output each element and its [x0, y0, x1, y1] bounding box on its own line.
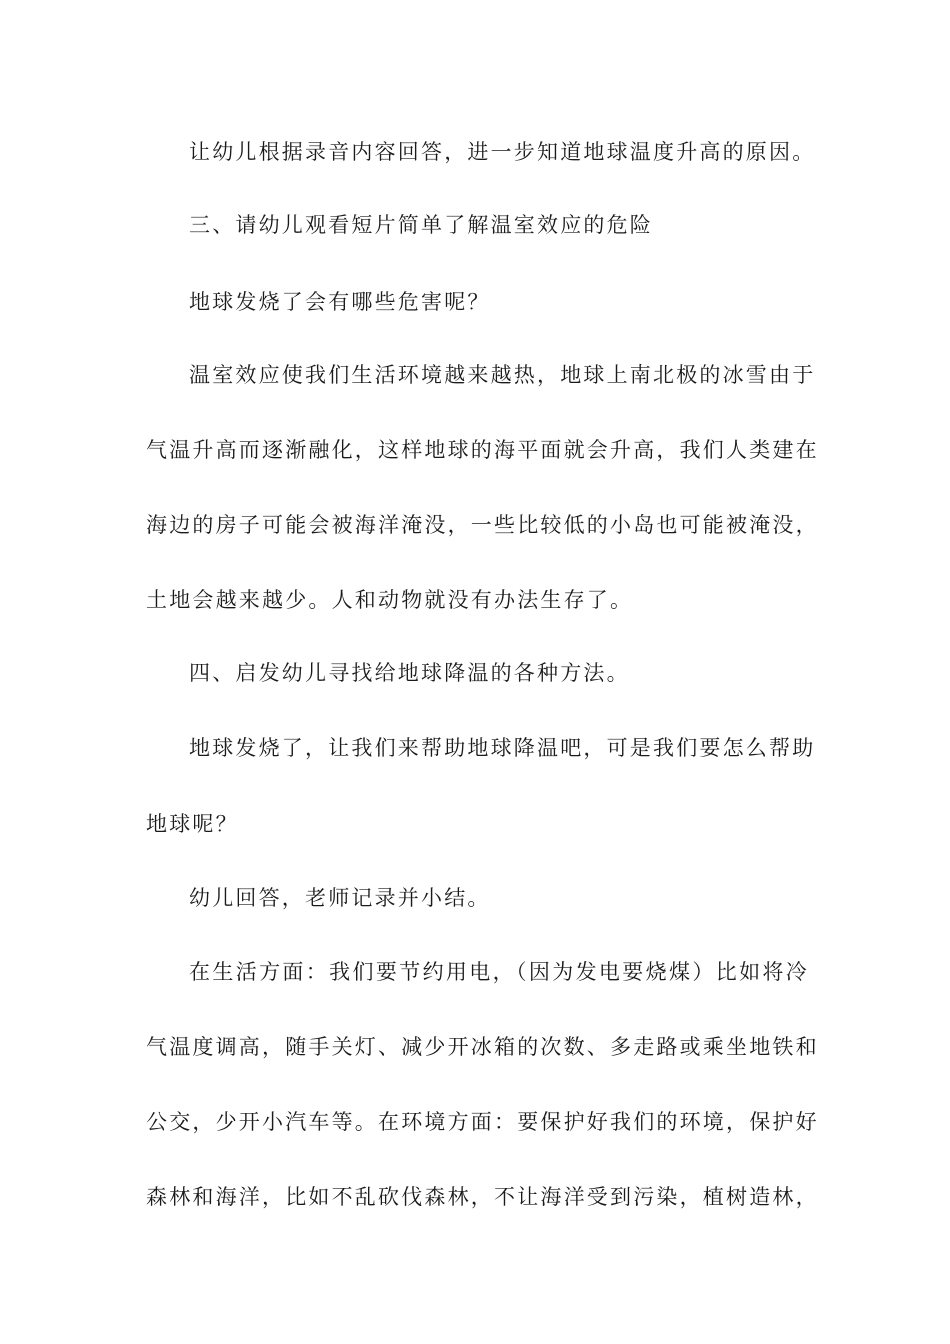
paragraph-line: 幼儿回答，老师记录并小结。 [189, 886, 491, 910]
paragraph-line: 让幼儿根据录音内容回答，进一步知道地球温度升高的原因。 [189, 140, 816, 164]
paragraph-line: 公交，少开小汽车等。在环境方面：要保护好我们的环境，保护好 [146, 1110, 819, 1134]
paragraph-line: 森林和海洋，比如不乱砍伐森林，不让海洋受到污染，植树造林， [146, 1185, 819, 1209]
section-heading: 三、请幼儿观看短片简单了解温室效应的危险 [189, 213, 653, 237]
paragraph-line: 温室效应使我们生活环境越来越热，地球上南北极的冰雪由于 [189, 363, 816, 387]
paragraph-line: 地球发烧了会有哪些危害呢？ [189, 290, 491, 314]
paragraph-line: 地球呢？ [146, 812, 239, 836]
paragraph-line: 气温升高而逐渐融化，这样地球的海平面就会升高，我们人类建在 [146, 438, 819, 462]
paragraph-line: 海边的房子可能会被海洋淹没，一些比较低的小岛也可能被淹没， [146, 513, 819, 537]
paragraph-line: 气温度调高，随手关灯、减少开冰箱的次数、多走路或乘坐地铁和 [146, 1035, 819, 1059]
paragraph-line: 地球发烧了，让我们来帮助地球降温吧，可是我们要怎么帮助 [189, 736, 816, 760]
section-heading: 四、启发幼儿寻找给地球降温的各种方法。 [189, 661, 630, 685]
paragraph-line: 土地会越来越少。人和动物就没有办法生存了。 [146, 588, 634, 612]
paragraph-line: 在生活方面：我们要节约用电，（因为发电要烧煤）比如将冷 [189, 960, 809, 984]
